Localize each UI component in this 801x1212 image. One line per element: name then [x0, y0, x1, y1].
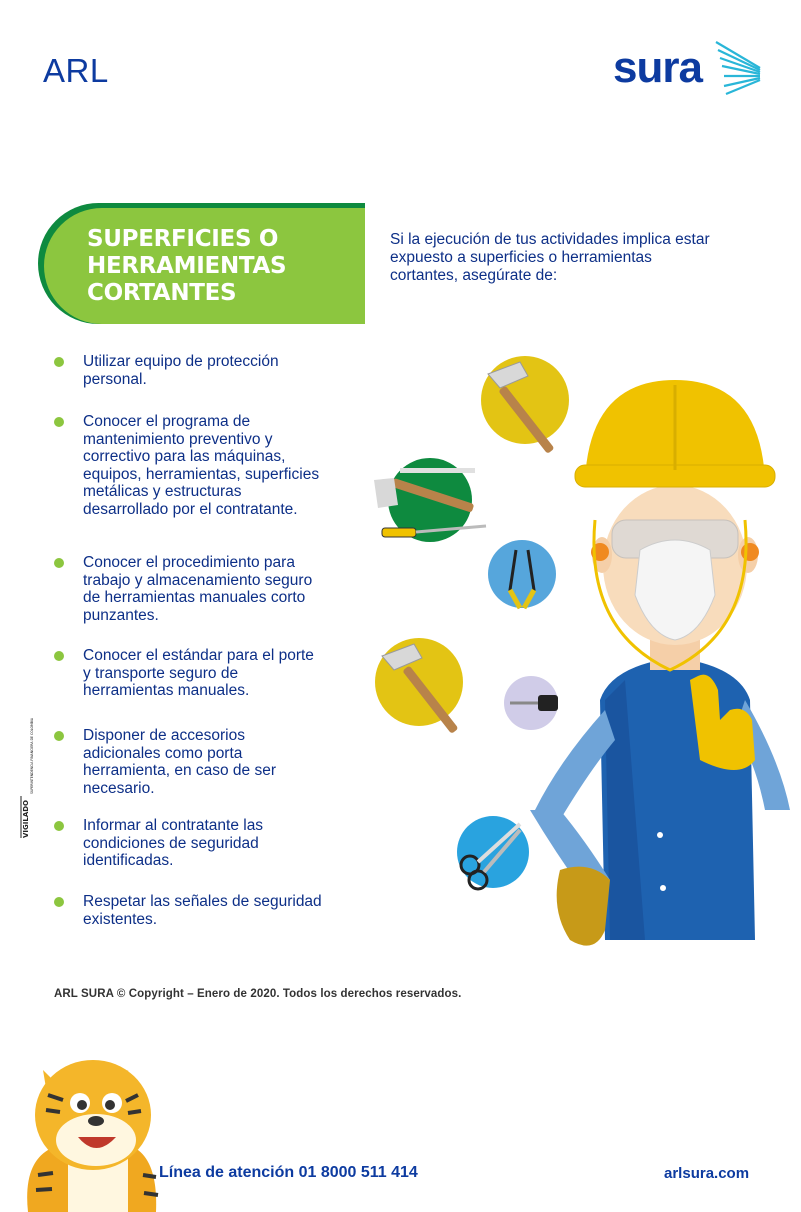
sura-logo	[610, 40, 762, 98]
title-line: CORTANTES	[87, 280, 237, 306]
bullet-dot-icon	[54, 821, 64, 831]
hotline-text: Línea de atención 01 8000 511 414	[159, 1164, 418, 1181]
pliers-icon	[488, 540, 556, 608]
bullet-dot-icon	[54, 357, 64, 367]
title-line: SUPERFICIES O	[87, 226, 279, 252]
website-link[interactable]: arlsura.com	[664, 1165, 750, 1182]
sura-wing-icon	[714, 40, 764, 96]
list-item-text: Informar al contratante las condiciones de seguridad identificadas.	[83, 817, 264, 870]
vigilado-entity: SUPERINTENDENCIA FINANCIERA DE COLOMBIA	[30, 718, 34, 794]
logo-text: sura	[613, 43, 702, 92]
screwdriver-icon	[374, 458, 486, 542]
intro-text: Si la ejecución de tus actividades implica estar expuesto a superficies o herramientas cortantes, asegúrate de:	[390, 231, 710, 284]
vigilado-seal	[20, 718, 34, 838]
hammer-icon	[375, 638, 463, 734]
list-item-text: Conocer el procedimiento para trabajo y almacenamiento seguro de herramientas manuales corto punzantes.	[83, 554, 313, 624]
worker-figure	[530, 380, 790, 946]
list-item-text: Utilizar equipo de protección personal.	[83, 353, 279, 388]
scissors-icon	[457, 816, 529, 889]
bullet-dot-icon	[54, 417, 64, 427]
bullet-dot-icon	[54, 731, 64, 741]
tiger-mascot	[18, 1055, 178, 1212]
bullet-dot-icon	[54, 651, 64, 661]
vigilado-label: VIGILADO	[22, 799, 30, 838]
page-title	[87, 226, 347, 307]
list-item-text: Disponer de accesorios adicionales como porta herramienta, en caso de ser necesario.	[83, 727, 276, 797]
arl-label: ARL	[43, 52, 109, 89]
list-item-text: Respetar las señales de seguridad existentes.	[83, 893, 322, 928]
list-item-text: Conocer el estándar para el porte y transporte seguro de herramientas manuales.	[83, 647, 314, 700]
title-line: HERRAMIENTAS	[87, 253, 287, 279]
bullet-dot-icon	[54, 897, 64, 907]
bullet-dot-icon	[54, 558, 64, 568]
worker-illustration	[360, 340, 790, 960]
list-item-text: Conocer el programa de mantenimiento preventivo y correctivo para las máquinas, equipos, herramientas, superficies metálicas y estructuras desarrollado por el contratante.	[83, 413, 320, 518]
copyright-text: ARL SURA © Copyright – Enero de 2020. Todos los derechos reservados.	[54, 988, 462, 1000]
drill-bit-icon	[504, 676, 558, 730]
hammer-icon	[481, 356, 569, 454]
